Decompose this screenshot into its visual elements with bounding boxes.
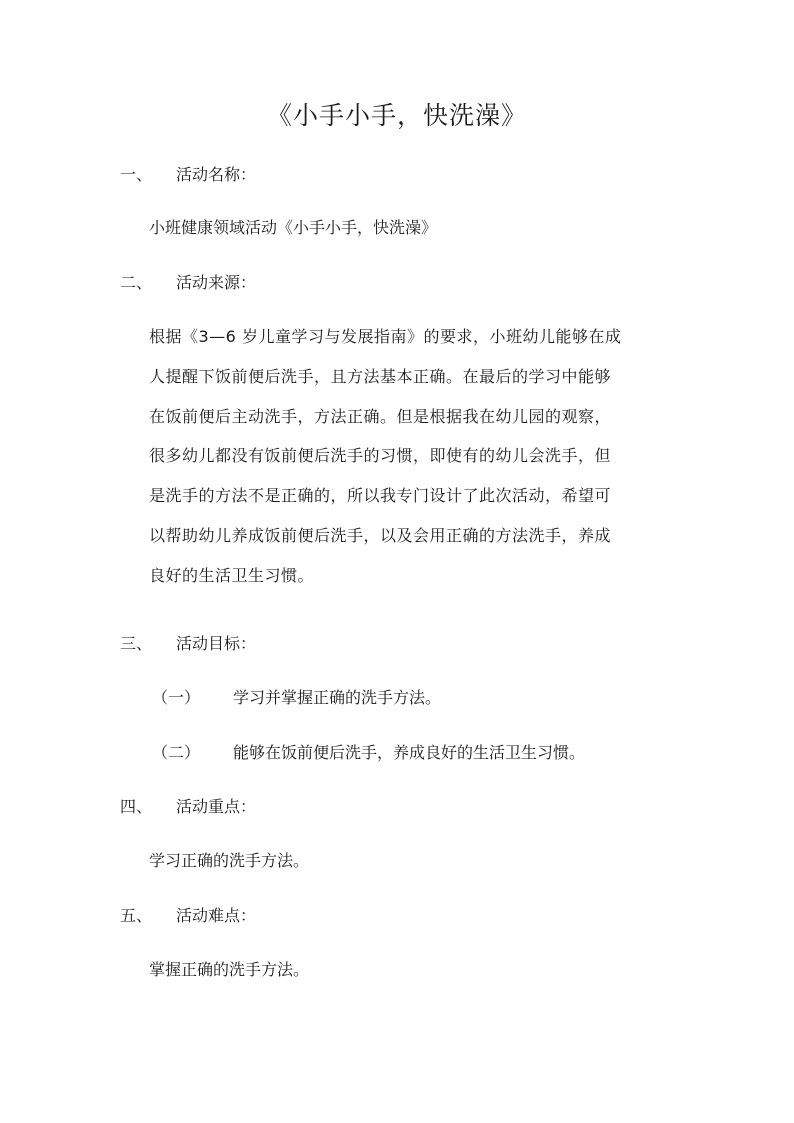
section-5-body: 掌握正确的洗手方法。 xyxy=(149,960,310,979)
section-3-title: 活动目标： xyxy=(176,634,257,653)
section-5-title: 活动难点： xyxy=(176,906,257,925)
paragraph-line: 根据《3—6 岁儿童学习与发展指南》的要求，小班幼儿能够在成 xyxy=(149,327,622,346)
document-title: 《小手小手，快洗澡》 xyxy=(266,101,527,130)
section-4-number: 四、 xyxy=(120,797,153,816)
section-2-title: 活动来源： xyxy=(176,273,257,292)
section-1-body: 小班健康领域活动《小手小手，快洗澡》 xyxy=(149,218,438,237)
section-1-number: 一、 xyxy=(120,165,153,184)
section-2-number: 二、 xyxy=(120,273,153,292)
paragraph-line: 很多幼儿都没有饭前便后洗手的习惯，即使有的幼儿会洗手，但 xyxy=(149,446,612,466)
section-2-body xyxy=(149,317,689,596)
paragraph-line: 良好的生活卫生习惯。 xyxy=(149,565,315,585)
paragraph-line: 是洗手的方法不是正确的，所以我专门设计了此次活动，希望可 xyxy=(149,486,612,506)
paragraph-line: 人提醒下饭前便后洗手，且方法基本正确。在最后的学习中能够 xyxy=(149,366,612,386)
goal-1-text: 学习并掌握正确的洗手方法。 xyxy=(233,688,442,707)
goal-2-text: 能够在饭前便后洗手，养成良好的生活卫生习惯。 xyxy=(233,743,586,762)
paragraph-line: 以帮助幼儿养成饭前便后洗手，以及会用正确的方法洗手，养成 xyxy=(149,525,612,545)
section-3-number: 三、 xyxy=(120,634,153,653)
goal-1-number: （一） xyxy=(152,688,201,707)
paragraph-line: 在饭前便后主动洗手，方法正确。但是根据我在幼儿园的观察， xyxy=(149,406,612,426)
section-1-title: 活动名称： xyxy=(176,165,257,184)
section-4-title: 活动重点： xyxy=(176,797,257,816)
section-5-number: 五、 xyxy=(120,906,153,925)
goal-2-number: （二） xyxy=(152,743,201,762)
section-4-body: 学习正确的洗手方法。 xyxy=(149,851,310,870)
